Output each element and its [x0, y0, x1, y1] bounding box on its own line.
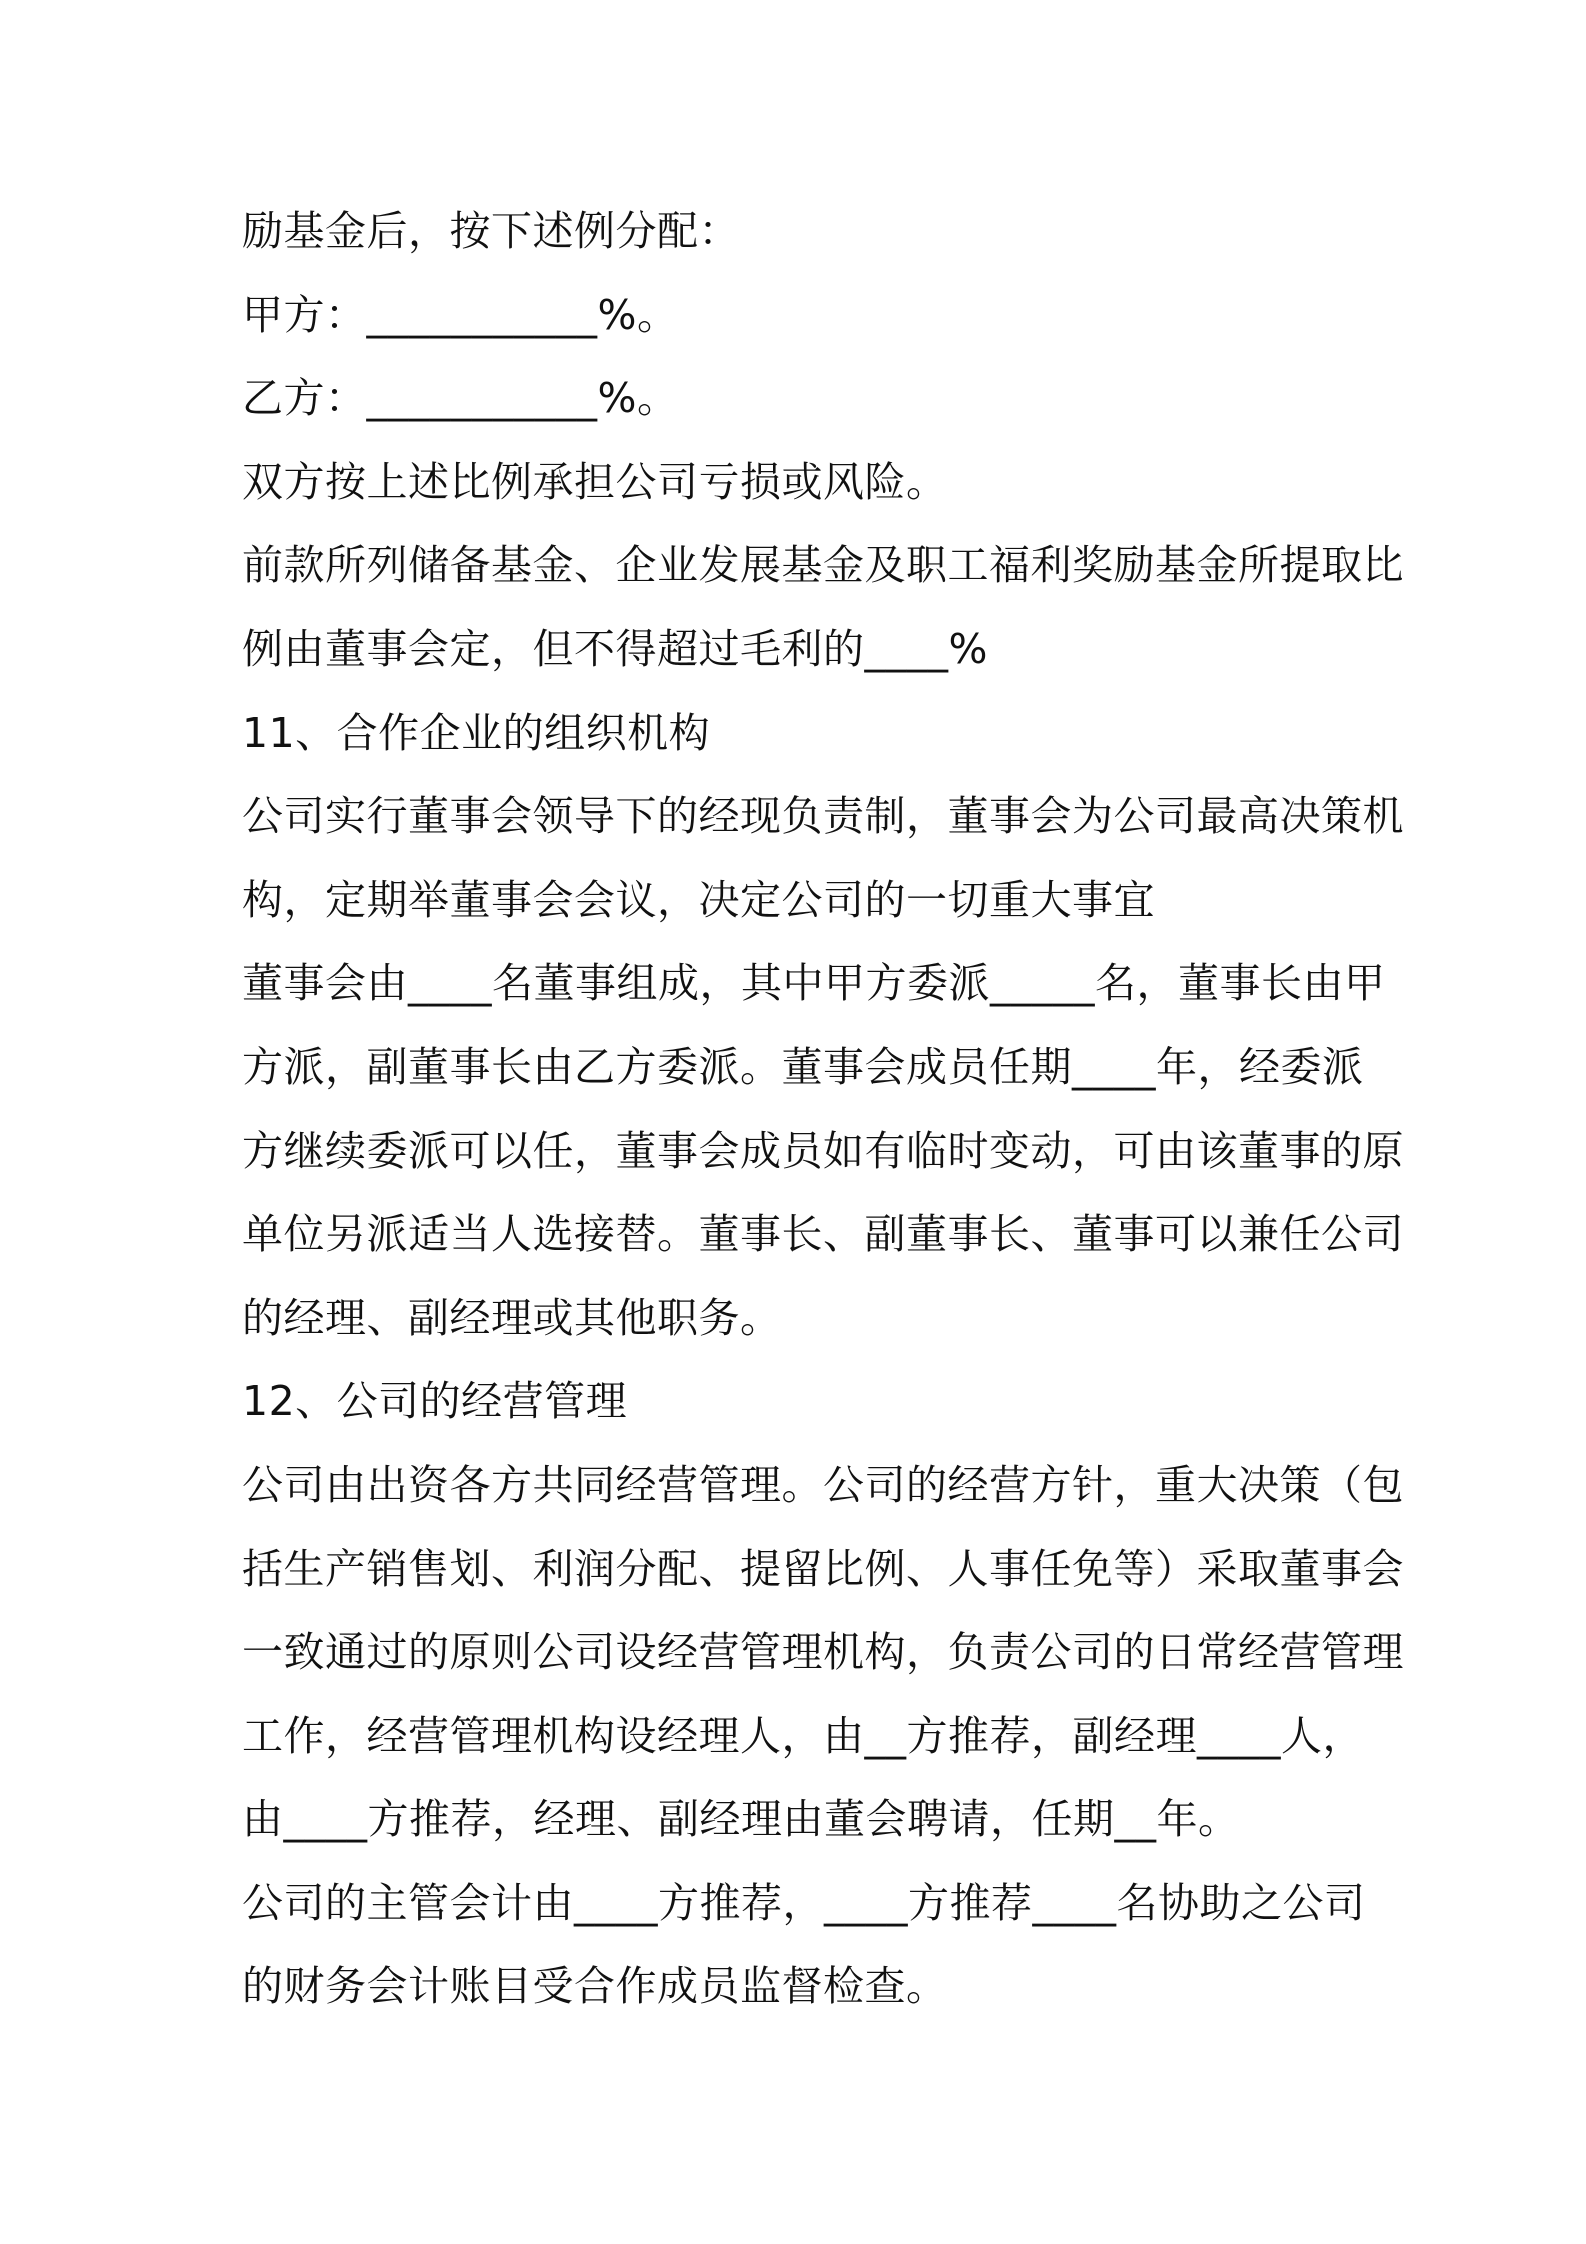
section-heading: 12、公司的经营管理: [242, 1377, 628, 1426]
section-heading: 11、合作企业的组织机构: [242, 708, 711, 757]
text-line: 董事会由____名董事组成，其中甲方委派_____名，董事长由甲: [242, 959, 1386, 1008]
text-line: 方继续委派可以任，董事会成员如有临时变动，可由该董事的原: [242, 1126, 1404, 1175]
text-line: 公司实行董事会领导下的经现负责制，董事会为公司最高决策机: [242, 792, 1404, 841]
text-line: 的经理、副经理或其他职务。: [242, 1293, 782, 1342]
text-line: 乙方：___________%。: [242, 374, 679, 423]
text-line: 单位另派适当人选接替。董事长、副董事长、董事可以兼任公司: [242, 1210, 1404, 1259]
text-line: 前款所列储备基金、企业发展基金及职工福利奖励基金所提取比: [242, 541, 1404, 590]
text-line: 例由董事会定，但不得超过毛利的____%: [242, 624, 988, 673]
text-line: 的财务会计账目受合作成员监督检查。: [242, 1962, 948, 2011]
text-line: 括生产销售划、利润分配、提留比例、人事任免等）采取董事会: [242, 1544, 1404, 1593]
text-line: 双方按上述比例承担公司亏损或风险。: [242, 457, 948, 506]
document-body: [242, 190, 1404, 2029]
text-line: 公司由出资各方共同经营管理。公司的经营方针，重大决策（包: [242, 1460, 1404, 1509]
text-line: 公司的主管会计由____方推荐，____方推荐____名协助之公司: [242, 1878, 1366, 1927]
text-line: 工作，经营管理机构设经理人，由__方推荐，副经理____人，: [242, 1711, 1364, 1760]
text-line: 构，定期举董事会会议，决定公司的一切重大事宜: [242, 875, 1155, 924]
text-line: 一致通过的原则公司设经营管理机构，负责公司的日常经营管理: [242, 1628, 1404, 1677]
text-line: 由____方推荐，经理、副经理由董会聘请，任期__年。: [242, 1795, 1240, 1844]
text-line: 方派，副董事长由乙方委派。董事会成员任期____年，经委派: [242, 1042, 1364, 1091]
text-line: 励基金后，按下述例分配：: [242, 207, 740, 255]
text-line: 甲方：___________%。: [242, 290, 679, 339]
